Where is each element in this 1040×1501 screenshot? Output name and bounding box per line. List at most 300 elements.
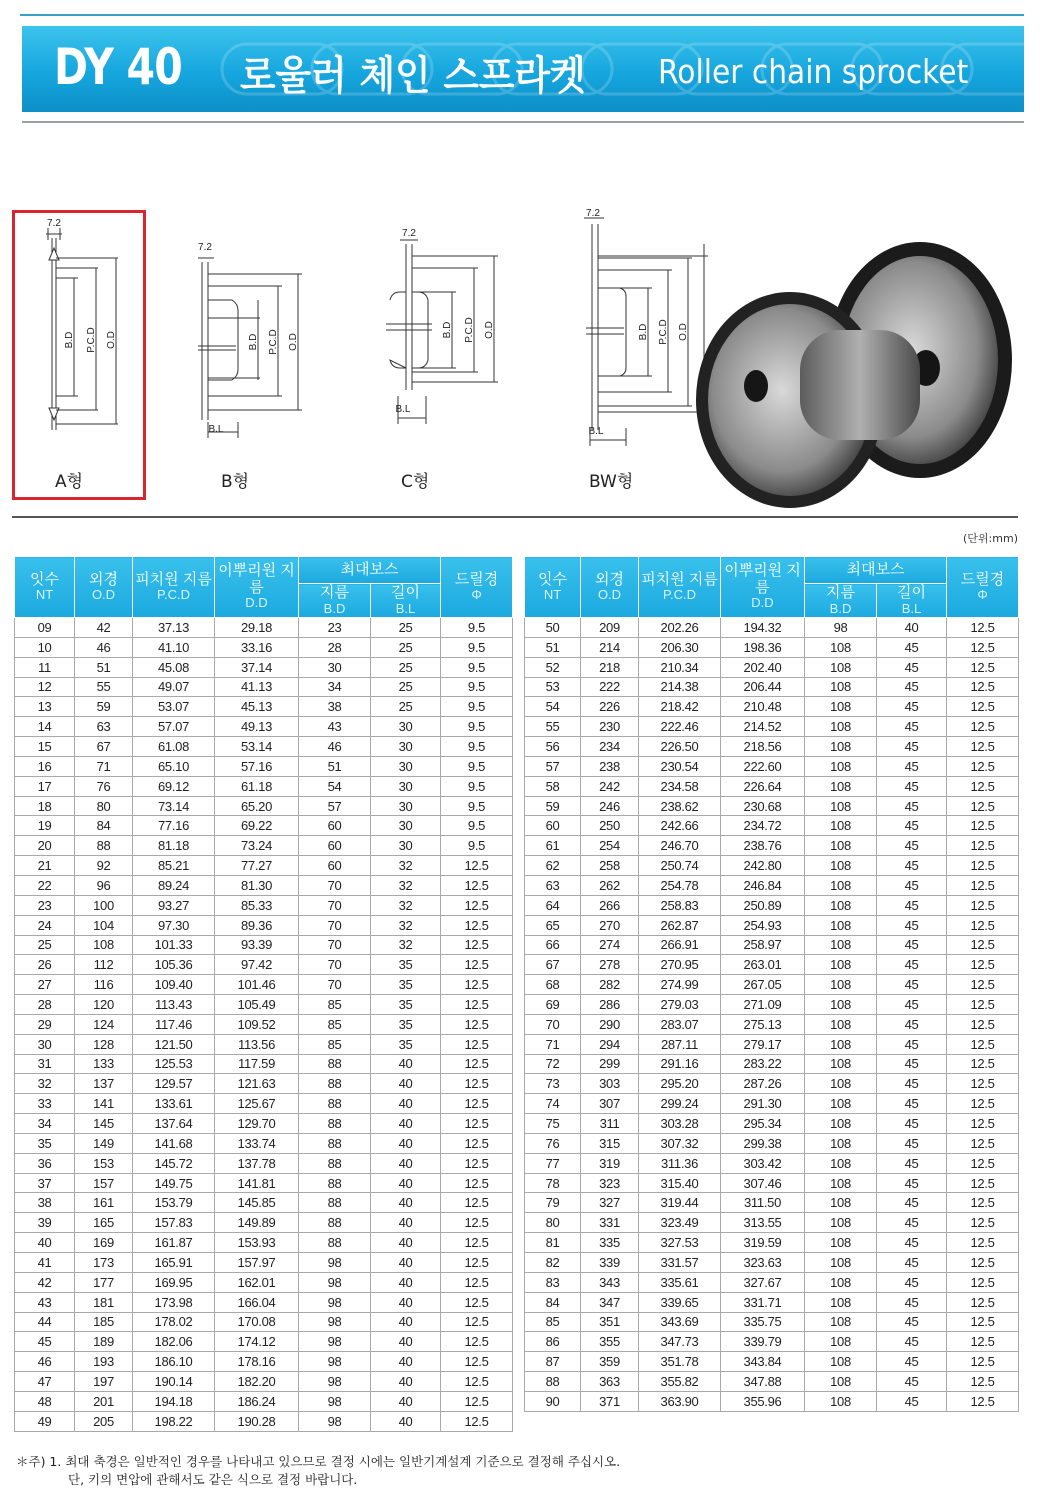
- cell-bl: 30: [371, 776, 441, 796]
- cell-dd: 319.59: [721, 1233, 805, 1253]
- cell-nt: 72: [525, 1054, 581, 1074]
- cell-nt: 59: [525, 796, 581, 816]
- cell-bl: 45: [877, 1173, 947, 1193]
- table-row: [15, 637, 513, 657]
- cell-od: 92: [75, 856, 133, 876]
- cell-dd: 230.68: [721, 796, 805, 816]
- cell-dd: 49.13: [215, 717, 299, 737]
- table-row: [15, 618, 513, 638]
- model-code: DY 40: [54, 38, 182, 96]
- table-row: [525, 1114, 1019, 1134]
- table-row: [525, 1054, 1019, 1074]
- cell-bd: 108: [805, 1272, 877, 1292]
- cell-od: 165: [75, 1213, 133, 1233]
- cell-od: 161: [75, 1193, 133, 1213]
- cell-pcd: 279.03: [639, 995, 721, 1015]
- table-row: [15, 776, 513, 796]
- cell-bd: 108: [805, 1213, 877, 1233]
- table-row: [15, 657, 513, 677]
- cell-bl: 32: [371, 915, 441, 935]
- cell-bd: 85: [299, 995, 371, 1015]
- cell-od: 71: [75, 756, 133, 776]
- cell-od: 157: [75, 1173, 133, 1193]
- cell-bd: 70: [299, 975, 371, 995]
- cell-drill: 12.5: [947, 657, 1019, 677]
- cell-od: 137: [75, 1074, 133, 1094]
- cell-dd: 65.20: [215, 796, 299, 816]
- cell-pcd: 161.87: [133, 1233, 215, 1253]
- cell-dd: 210.48: [721, 697, 805, 717]
- cell-pcd: 242.66: [639, 816, 721, 836]
- cell-pcd: 109.40: [133, 975, 215, 995]
- cell-bd: 108: [805, 776, 877, 796]
- cell-od: 128: [75, 1034, 133, 1054]
- cell-nt: 76: [525, 1133, 581, 1153]
- cell-drill: 12.5: [441, 995, 513, 1015]
- cell-drill: 12.5: [947, 637, 1019, 657]
- cell-nt: 70: [525, 1014, 581, 1034]
- cell-dd: 250.89: [721, 895, 805, 915]
- cell-pcd: 129.57: [133, 1074, 215, 1094]
- cell-od: 112: [75, 955, 133, 975]
- cell-od: 303: [581, 1074, 639, 1094]
- cell-bl: 45: [877, 1372, 947, 1392]
- table-row: [15, 1193, 513, 1213]
- table-row: [525, 915, 1019, 935]
- cell-bl: 40: [371, 1391, 441, 1411]
- cell-nt: 82: [525, 1253, 581, 1273]
- cell-dd: 97.42: [215, 955, 299, 975]
- cell-bl: 40: [371, 1372, 441, 1392]
- cell-pcd: 137.64: [133, 1114, 215, 1134]
- cell-drill: 12.5: [441, 1054, 513, 1074]
- cell-drill: 12.5: [947, 836, 1019, 856]
- cell-bl: 45: [877, 1193, 947, 1213]
- cell-dd: 303.42: [721, 1153, 805, 1173]
- cell-nt: 26: [15, 955, 75, 975]
- cell-nt: 58: [525, 776, 581, 796]
- cell-pcd: 121.50: [133, 1034, 215, 1054]
- cell-nt: 28: [15, 995, 75, 1015]
- cell-dd: 355.96: [721, 1391, 805, 1411]
- spec-table-right-body: [525, 618, 1019, 1412]
- cell-dd: 33.16: [215, 637, 299, 657]
- cell-drill: 12.5: [947, 1391, 1019, 1411]
- cell-bl: 45: [877, 1332, 947, 1352]
- cell-od: 218: [581, 657, 639, 677]
- cell-dd: 137.78: [215, 1153, 299, 1173]
- cell-od: 209: [581, 618, 639, 638]
- cell-pcd: 153.79: [133, 1193, 215, 1213]
- cell-drill: 12.5: [441, 1372, 513, 1392]
- cell-bl: 45: [877, 995, 947, 1015]
- cell-drill: 12.5: [947, 935, 1019, 955]
- cell-nt: 83: [525, 1272, 581, 1292]
- cell-bd: 70: [299, 875, 371, 895]
- table-row: [525, 1352, 1019, 1372]
- footnote-line-1: ＊주) 1. 최대 축경은 일반적인 경우를 나타내고 있으므로 결정 시에는 일반기계설계 기준으로 결정해 주십시오.: [16, 1454, 621, 1469]
- cell-dd: 125.67: [215, 1094, 299, 1114]
- cell-nt: 34: [15, 1114, 75, 1134]
- cell-nt: 18: [15, 796, 75, 816]
- cell-bl: 25: [371, 637, 441, 657]
- cell-drill: 12.5: [947, 856, 1019, 876]
- cell-bd: 108: [805, 1193, 877, 1213]
- cell-nt: 15: [15, 737, 75, 757]
- cell-nt: 80: [525, 1213, 581, 1233]
- cell-nt: 50: [525, 618, 581, 638]
- footnote-line-2: 단, 키의 면압에 관해서도 같은 식으로 결정 바랍니다.: [68, 1472, 358, 1487]
- cell-drill: 12.5: [441, 935, 513, 955]
- cell-od: 214: [581, 637, 639, 657]
- cell-nt: 60: [525, 816, 581, 836]
- cell-drill: 9.5: [441, 677, 513, 697]
- cell-drill: 12.5: [441, 1014, 513, 1034]
- cell-dd: 178.16: [215, 1352, 299, 1372]
- spec-table-left: [14, 556, 513, 1432]
- cell-dd: 166.04: [215, 1292, 299, 1312]
- cell-dd: 153.93: [215, 1233, 299, 1253]
- cell-drill: 9.5: [441, 836, 513, 856]
- cell-bd: 108: [805, 836, 877, 856]
- cell-bl: 40: [371, 1352, 441, 1372]
- cell-dd: 198.36: [721, 637, 805, 657]
- cell-drill: 12.5: [947, 1153, 1019, 1173]
- title-korean: 로울러 체인 스프라켓: [240, 53, 586, 99]
- cell-bd: 108: [805, 677, 877, 697]
- cell-drill: 12.5: [947, 677, 1019, 697]
- cell-bl: 45: [877, 717, 947, 737]
- cell-pcd: 323.49: [639, 1213, 721, 1233]
- table-row: [525, 935, 1019, 955]
- table-row: [15, 1411, 513, 1431]
- title-banner: [22, 26, 1024, 112]
- cell-pcd: 299.24: [639, 1094, 721, 1114]
- cell-od: 84: [75, 816, 133, 836]
- cell-od: 80: [75, 796, 133, 816]
- table-row: [525, 776, 1019, 796]
- cell-dd: 45.13: [215, 697, 299, 717]
- cell-nt: 52: [525, 657, 581, 677]
- table-row: [525, 856, 1019, 876]
- cell-bd: 98: [299, 1391, 371, 1411]
- cell-drill: 9.5: [441, 737, 513, 757]
- cell-od: 108: [75, 935, 133, 955]
- cell-pcd: 49.07: [133, 677, 215, 697]
- cell-bd: 46: [299, 737, 371, 757]
- table-row: [525, 1173, 1019, 1193]
- dimension-label: 7.2: [198, 242, 212, 253]
- cell-dd: 226.64: [721, 776, 805, 796]
- table-row: [15, 1391, 513, 1411]
- cell-bd: 108: [805, 1173, 877, 1193]
- cell-nt: 35: [15, 1133, 75, 1153]
- cell-drill: 12.5: [947, 717, 1019, 737]
- cell-nt: 19: [15, 816, 75, 836]
- cell-pcd: 65.10: [133, 756, 215, 776]
- cell-nt: 16: [15, 756, 75, 776]
- col-bd-header: 지름 B.D: [299, 584, 371, 618]
- cell-od: 133: [75, 1054, 133, 1074]
- cell-bd: 23: [299, 618, 371, 638]
- cell-nt: 81: [525, 1233, 581, 1253]
- cell-dd: 186.24: [215, 1391, 299, 1411]
- cell-od: 205: [75, 1411, 133, 1431]
- cell-pcd: 169.95: [133, 1272, 215, 1292]
- cell-nt: 67: [525, 955, 581, 975]
- dimension-label: B.D: [64, 331, 75, 349]
- cell-nt: 88: [525, 1372, 581, 1392]
- cell-dd: 323.63: [721, 1253, 805, 1273]
- cell-pcd: 149.75: [133, 1173, 215, 1193]
- cell-dd: 117.59: [215, 1054, 299, 1074]
- cell-drill: 12.5: [947, 697, 1019, 717]
- cell-dd: 206.44: [721, 677, 805, 697]
- cell-nt: 14: [15, 717, 75, 737]
- cell-bl: 45: [877, 1014, 947, 1034]
- col-od-header: 외경 O.D: [75, 557, 133, 618]
- cell-nt: 10: [15, 637, 75, 657]
- cell-od: 96: [75, 875, 133, 895]
- cell-bl: 40: [371, 1133, 441, 1153]
- cell-pcd: 93.27: [133, 895, 215, 915]
- cell-bl: 45: [877, 657, 947, 677]
- cell-bl: 45: [877, 697, 947, 717]
- cell-dd: 141.81: [215, 1173, 299, 1193]
- cell-bd: 98: [805, 618, 877, 638]
- cell-dd: 263.01: [721, 955, 805, 975]
- cell-pcd: 145.72: [133, 1153, 215, 1173]
- cell-bd: 108: [805, 1133, 877, 1153]
- top-rule: [20, 14, 1024, 16]
- cell-bd: 108: [805, 737, 877, 757]
- cell-pcd: 270.95: [639, 955, 721, 975]
- cell-dd: 271.09: [721, 995, 805, 1015]
- table-row: [525, 1014, 1019, 1034]
- cell-pcd: 331.57: [639, 1253, 721, 1273]
- cell-pcd: 41.10: [133, 637, 215, 657]
- cell-drill: 12.5: [947, 1074, 1019, 1094]
- cell-bl: 30: [371, 737, 441, 757]
- cell-pcd: 117.46: [133, 1014, 215, 1034]
- cell-od: 55: [75, 677, 133, 697]
- cell-pcd: 89.24: [133, 875, 215, 895]
- table-row: [15, 856, 513, 876]
- cell-od: 262: [581, 875, 639, 895]
- cell-bl: 45: [877, 895, 947, 915]
- cell-od: 331: [581, 1213, 639, 1233]
- table-row: [525, 895, 1019, 915]
- cell-bd: 108: [805, 1372, 877, 1392]
- cell-bd: 108: [805, 915, 877, 935]
- cell-pcd: 363.90: [639, 1391, 721, 1411]
- cell-pcd: 141.68: [133, 1133, 215, 1153]
- cell-dd: 311.50: [721, 1193, 805, 1213]
- cell-bl: 40: [371, 1054, 441, 1074]
- table-row: [525, 1094, 1019, 1114]
- cell-bd: 88: [299, 1153, 371, 1173]
- cell-dd: 190.28: [215, 1411, 299, 1431]
- cell-bd: 28: [299, 637, 371, 657]
- cell-nt: 40: [15, 1233, 75, 1253]
- cell-pcd: 186.10: [133, 1352, 215, 1372]
- cell-bl: 45: [877, 915, 947, 935]
- cell-bd: 108: [805, 975, 877, 995]
- cell-bl: 45: [877, 1153, 947, 1173]
- cell-bl: 35: [371, 1034, 441, 1054]
- cell-pcd: 351.78: [639, 1352, 721, 1372]
- cell-bl: 45: [877, 1253, 947, 1273]
- table-row: [15, 1272, 513, 1292]
- cell-od: 222: [581, 677, 639, 697]
- cell-pcd: 77.16: [133, 816, 215, 836]
- cell-drill: 12.5: [947, 618, 1019, 638]
- type-label-b: B형: [221, 472, 250, 492]
- cell-bl: 45: [877, 955, 947, 975]
- cell-pcd: 347.73: [639, 1332, 721, 1352]
- cell-nt: 84: [525, 1292, 581, 1312]
- title-english: Roller chain sprocket: [658, 52, 969, 91]
- cell-nt: 11: [15, 657, 75, 677]
- cell-od: 355: [581, 1332, 639, 1352]
- cell-bd: 70: [299, 915, 371, 935]
- cell-od: 242: [581, 776, 639, 796]
- cell-od: 294: [581, 1034, 639, 1054]
- cell-nt: 85: [525, 1312, 581, 1332]
- cell-bl: 35: [371, 975, 441, 995]
- dimension-label: O.D: [106, 331, 117, 349]
- cell-bd: 108: [805, 1233, 877, 1253]
- cell-pcd: 222.46: [639, 717, 721, 737]
- cell-bl: 30: [371, 816, 441, 836]
- cell-bd: 108: [805, 796, 877, 816]
- table-row: [525, 875, 1019, 895]
- dimension-label: B.D: [442, 321, 453, 339]
- cell-od: 339: [581, 1253, 639, 1273]
- cell-dd: 182.20: [215, 1372, 299, 1392]
- cell-dd: 275.13: [721, 1014, 805, 1034]
- table-row: [15, 1133, 513, 1153]
- cell-dd: 343.84: [721, 1352, 805, 1372]
- cell-dd: 113.56: [215, 1034, 299, 1054]
- cell-pcd: 101.33: [133, 935, 215, 955]
- cell-bd: 98: [299, 1312, 371, 1332]
- cell-dd: 174.12: [215, 1332, 299, 1352]
- cell-pcd: 178.02: [133, 1312, 215, 1332]
- cell-pcd: 234.58: [639, 776, 721, 796]
- footnotes: [16, 1453, 620, 1489]
- cell-drill: 12.5: [441, 1233, 513, 1253]
- cell-bd: 108: [805, 935, 877, 955]
- cell-dd: 57.16: [215, 756, 299, 776]
- cell-drill: 12.5: [947, 915, 1019, 935]
- cell-bl: 45: [877, 935, 947, 955]
- cell-nt: 47: [15, 1372, 75, 1392]
- cell-bl: 45: [877, 1292, 947, 1312]
- cell-bd: 108: [805, 637, 877, 657]
- cell-pcd: 254.78: [639, 875, 721, 895]
- col-boss-header: 최대보스: [805, 557, 947, 584]
- table-row: [15, 915, 513, 935]
- cell-drill: 12.5: [947, 816, 1019, 836]
- cell-bd: 34: [299, 677, 371, 697]
- table-row: [525, 1213, 1019, 1233]
- cell-bl: 40: [371, 1114, 441, 1134]
- cell-drill: 12.5: [947, 1054, 1019, 1074]
- dimension-label: B.L: [395, 404, 411, 415]
- cell-od: 347: [581, 1292, 639, 1312]
- cell-drill: 12.5: [947, 995, 1019, 1015]
- cell-drill: 12.5: [441, 1074, 513, 1094]
- cell-bd: 60: [299, 856, 371, 876]
- cell-bl: 45: [877, 1054, 947, 1074]
- cell-bd: 98: [299, 1372, 371, 1392]
- table-row: [15, 1292, 513, 1312]
- cell-bl: 32: [371, 935, 441, 955]
- cell-bl: 25: [371, 697, 441, 717]
- table-row: [15, 1153, 513, 1173]
- cell-dd: 254.93: [721, 915, 805, 935]
- cell-bd: 108: [805, 756, 877, 776]
- cell-drill: 12.5: [947, 1034, 1019, 1054]
- table-row: [15, 1094, 513, 1114]
- table-row: [15, 796, 513, 816]
- cell-od: 254: [581, 836, 639, 856]
- cell-bl: 40: [371, 1233, 441, 1253]
- cell-pcd: 198.22: [133, 1411, 215, 1431]
- cell-bd: 30: [299, 657, 371, 677]
- cell-dd: 194.32: [721, 618, 805, 638]
- cell-bl: 45: [877, 1312, 947, 1332]
- dimension-label: B.L: [208, 424, 224, 435]
- cell-bd: 108: [805, 1352, 877, 1372]
- cell-nt: 38: [15, 1193, 75, 1213]
- cell-pcd: 307.32: [639, 1133, 721, 1153]
- cell-nt: 61: [525, 836, 581, 856]
- cell-dd: 53.14: [215, 737, 299, 757]
- cell-drill: 12.5: [441, 1133, 513, 1153]
- cell-nt: 37: [15, 1173, 75, 1193]
- dimension-label: P.C.D: [86, 327, 97, 353]
- cell-od: 193: [75, 1352, 133, 1372]
- cell-dd: 242.80: [721, 856, 805, 876]
- cell-drill: 12.5: [947, 1332, 1019, 1352]
- cell-nt: 74: [525, 1094, 581, 1114]
- cell-bl: 30: [371, 836, 441, 856]
- cell-od: 46: [75, 637, 133, 657]
- cell-bd: 98: [299, 1411, 371, 1431]
- cell-bd: 70: [299, 935, 371, 955]
- cell-pcd: 291.16: [639, 1054, 721, 1074]
- cell-dd: 101.46: [215, 975, 299, 995]
- dimension-label: O.D: [678, 323, 689, 341]
- cell-nt: 44: [15, 1312, 75, 1332]
- cell-bd: 108: [805, 1074, 877, 1094]
- cell-dd: 69.22: [215, 816, 299, 836]
- cell-bl: 40: [371, 1272, 441, 1292]
- cell-bd: 88: [299, 1213, 371, 1233]
- cell-nt: 45: [15, 1332, 75, 1352]
- cell-bl: 45: [877, 1272, 947, 1292]
- cell-pcd: 319.44: [639, 1193, 721, 1213]
- cell-od: 185: [75, 1312, 133, 1332]
- cell-bd: 54: [299, 776, 371, 796]
- cell-nt: 66: [525, 935, 581, 955]
- table-row: [15, 1074, 513, 1094]
- cell-pcd: 206.30: [639, 637, 721, 657]
- cell-nt: 39: [15, 1213, 75, 1233]
- cell-drill: 12.5: [441, 1272, 513, 1292]
